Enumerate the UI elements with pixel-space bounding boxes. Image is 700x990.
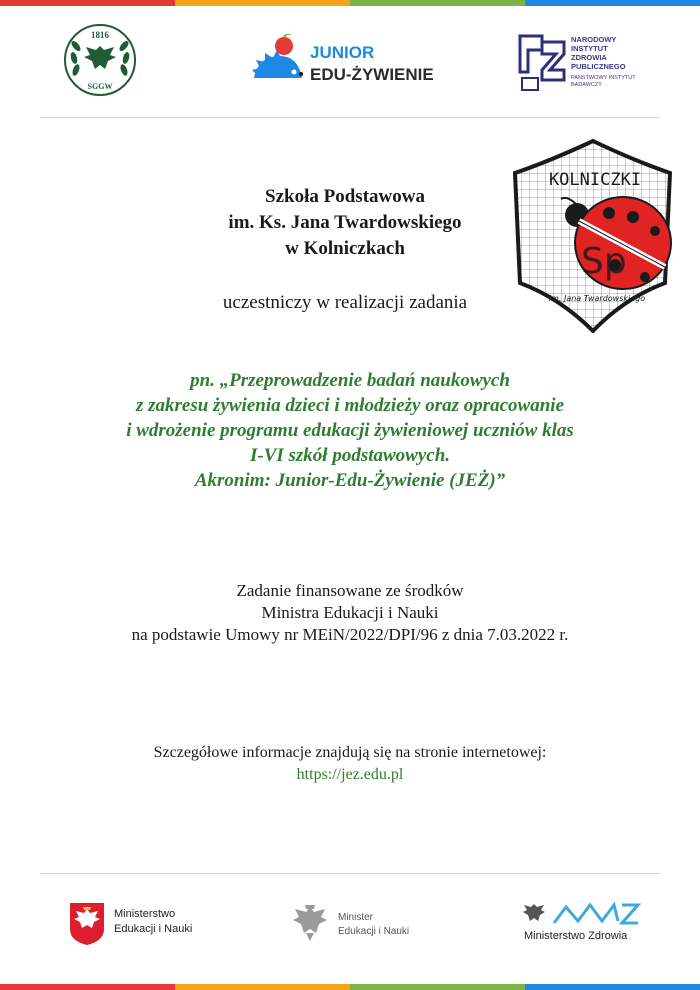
top-color-stripe bbox=[0, 0, 700, 6]
website-info bbox=[40, 742, 660, 786]
website-info-text: Szczegółowe informacje znajdują się na stronie internetowej: bbox=[153, 744, 547, 761]
participation-text: uczestniczy w realizacji zadania bbox=[222, 292, 468, 313]
stripe-red bbox=[0, 984, 175, 990]
funding-info bbox=[40, 580, 660, 646]
polish-eagle-shield-icon bbox=[68, 901, 106, 947]
mz-logo bbox=[522, 897, 647, 949]
svg-text:INSTYTUT: INSTYTUT bbox=[571, 44, 608, 53]
school-line-3: w Kolniczkach bbox=[285, 238, 405, 259]
minister-line-2: Edukacji i Nauki bbox=[338, 926, 410, 937]
svg-text:ZDROWIA: ZDROWIA bbox=[571, 53, 607, 62]
mz-eagle-icon bbox=[522, 901, 546, 927]
mein-line-1: Ministerstwo bbox=[114, 908, 176, 920]
minister-line-1: Minister bbox=[338, 912, 374, 923]
task-line: I-VI szkół podstawowych. bbox=[249, 445, 451, 466]
svg-text:im. Jana Twardowskiego: im. Jana Twardowskiego bbox=[548, 294, 646, 303]
svg-text:JUNIOR: JUNIOR bbox=[310, 43, 375, 62]
sggw-logo bbox=[62, 22, 138, 98]
stripe-blue bbox=[525, 984, 700, 990]
stripe-green bbox=[350, 984, 525, 990]
mein-line-2: Edukacji i Nauki bbox=[114, 923, 193, 935]
funding-line-1: Zadanie finansowane ze środków bbox=[236, 581, 464, 600]
task-description bbox=[40, 368, 660, 493]
stripe-green bbox=[350, 0, 525, 6]
mz-label: Ministerstwo Zdrowia bbox=[524, 930, 628, 942]
pzh-icon bbox=[520, 36, 564, 90]
svg-text:KOLNICZKI: KOLNICZKI bbox=[548, 170, 642, 190]
nizp-pzh-logo bbox=[516, 32, 656, 94]
svg-text:EDU-ŻYWIENIE: EDU-ŻYWIENIE bbox=[310, 65, 434, 84]
svg-text:PUBLICZNEGO: PUBLICZNEGO bbox=[571, 62, 626, 71]
task-line: Akronim: Junior-Edu-Żywienie (JEŻ)” bbox=[194, 470, 506, 491]
funding-line-3: na podstawie Umowy nr MEiN/2022/DPI/96 z dnia 7.03.2022 r. bbox=[131, 625, 569, 644]
header-logos bbox=[0, 22, 700, 112]
svg-text:BADAWCZY: BADAWCZY bbox=[571, 82, 602, 88]
hedgehog-apple-icon bbox=[252, 34, 303, 78]
task-line: i wdrożenie programu edukacji żywieniowej uczniów klas bbox=[126, 420, 574, 441]
junior-edu-zywienie-logo bbox=[248, 34, 448, 90]
footer-divider bbox=[40, 873, 660, 874]
mz-wave-icon bbox=[552, 899, 642, 927]
school-name bbox=[150, 184, 540, 262]
school-line-1: Szkoła Podstawowa bbox=[265, 186, 425, 207]
website-link[interactable]: https://jez.edu.pl bbox=[296, 766, 404, 783]
task-line: z zakresu żywienia dzieci i młodzieży oraz opracowanie bbox=[135, 395, 565, 416]
school-line-2: im. Ks. Jana Twardowskiego bbox=[228, 212, 462, 233]
polish-eagle-icon bbox=[290, 903, 330, 945]
svg-text:NARODOWY: NARODOWY bbox=[571, 35, 617, 44]
svg-text:Sp: Sp bbox=[581, 241, 627, 282]
stripe-red bbox=[0, 0, 175, 6]
footer-logos bbox=[0, 895, 700, 955]
minister-gray-logo bbox=[290, 901, 430, 949]
funding-line-2: Ministra Edukacji i Nauki bbox=[261, 603, 439, 622]
svg-text:SGGW: SGGW bbox=[87, 82, 113, 91]
task-line: pn. „Przeprowadzenie badań naukowych bbox=[190, 370, 510, 391]
bottom-color-stripe bbox=[0, 984, 700, 990]
svg-text:PAŃSTWOWY INSTYTUT: PAŃSTWOWY INSTYTUT bbox=[571, 75, 636, 81]
mein-color-logo bbox=[68, 901, 218, 949]
stripe-orange bbox=[175, 0, 350, 6]
nizp-text bbox=[571, 35, 626, 71]
school-crest bbox=[505, 133, 680, 333]
svg-text:1816: 1816 bbox=[91, 30, 109, 40]
stripe-orange bbox=[175, 984, 350, 990]
eagle-icon bbox=[84, 46, 116, 69]
stripe-blue bbox=[525, 0, 700, 6]
header-divider bbox=[40, 117, 660, 118]
